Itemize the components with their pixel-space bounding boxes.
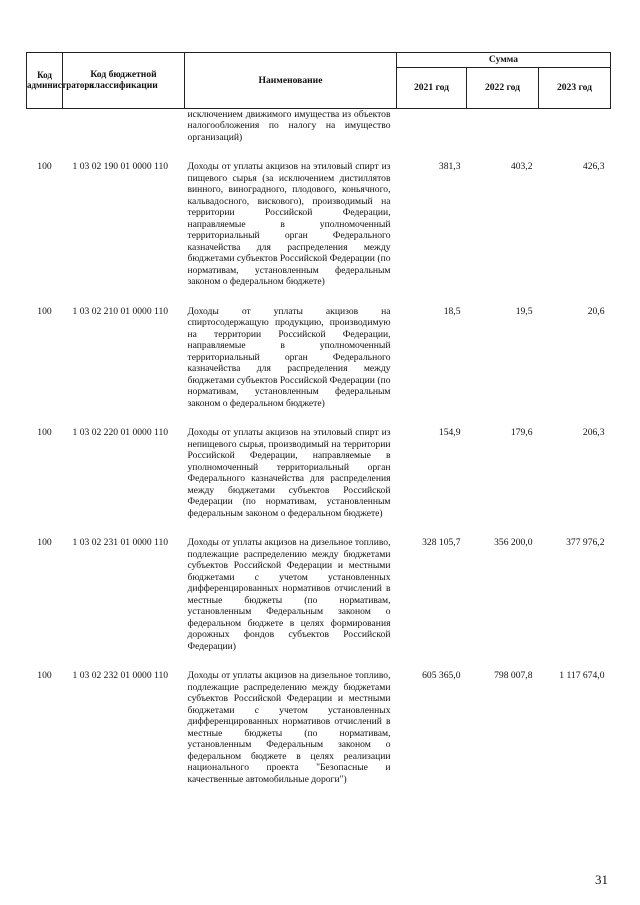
table-row bbox=[27, 288, 611, 410]
amount-2021: 154,9 bbox=[438, 427, 461, 438]
income-name: Доходы от уплаты акцизов на этиловый спирт из пищевого сырья (за исключением дистиллятов винного, виноградного, плодового, коньячного, кальвадосного, вискового), производимый на территории Российской Федерации, направляемые в уполномоченный территориальный орган Федерального казначейства для распределения между бюджетами субъектов Российской Федерации (по нормативам, установленным федеральным законом о федеральном бюджете) bbox=[187, 161, 391, 287]
amount-2023: 20,6 bbox=[587, 305, 605, 317]
table-row bbox=[27, 519, 611, 652]
admin-code: 100 bbox=[37, 161, 52, 172]
page-number: 31 bbox=[595, 872, 608, 887]
kbk-code: 1 03 02 232 01 0000 110 bbox=[72, 670, 169, 681]
amount-2022: 798 007,8 bbox=[494, 670, 533, 681]
table-row bbox=[27, 652, 611, 785]
header-year-2021: 2021 год bbox=[397, 67, 467, 108]
table-header bbox=[27, 53, 611, 109]
amount-2021: 18,5 bbox=[443, 305, 461, 317]
admin-code: 100 bbox=[37, 670, 52, 681]
continuation-text: исключением движимого имущества из объектов налогообложения по налогу на имущество организаций) bbox=[187, 108, 391, 143]
header-name: Наименование bbox=[185, 53, 397, 109]
amount-2021: 381,3 bbox=[438, 161, 461, 172]
amount-2022: 403,2 bbox=[510, 161, 533, 172]
kbk-code: 1 03 02 190 01 0000 110 bbox=[72, 161, 169, 172]
income-name: Доходы от уплаты акцизов на дизельное топливо, подлежащие распределению между бюджетами субъектов Российской Федерации и местными бюджетами с учетом установленных дифференцированных нормативов отчислений в местные бюджеты (по нормативам, установленным Федеральным законом о федеральном бюджете в целях формирования дорожных фондов субъектов Российской Федерации) bbox=[187, 537, 391, 652]
header-year-2023: 2023 год bbox=[539, 67, 611, 108]
header-sum: Сумма bbox=[397, 53, 611, 68]
amount-2022: 19,5 bbox=[515, 305, 533, 317]
income-name: Доходы от уплаты акцизов на дизельное топливо, подлежащие распределению между бюджетами субъектов Российской Федерации и местными бюджетами с учетом установленных дифференцированных нормативов отчислений в местные бюджеты (по нормативам, установленным Федеральным законом о федеральном бюджете в целях реализации национального проекта "Безопасные и качественные автомобильные дороги") bbox=[187, 670, 391, 785]
amount-2022: 356 200,0 bbox=[494, 537, 533, 548]
income-name: Доходы от уплаты акцизов на этиловый спирт из непищевого сырья, производимый на территории Российской Федерации, направляемые в уполномоченный территориальный орган Федерального казначейства для распределения между бюджетами субъектов Российской Федерации (по нормативам, установленным федеральным законом о федеральном бюджете) bbox=[187, 427, 391, 519]
header-kbk: Код бюджетной классификации bbox=[63, 53, 185, 109]
income-name: Доходы от уплаты акцизов на спиртосодержащую продукцию, производимую на территории Российской Федерации, направляемые в уполномоченный территориальный орган Федерального казначейства для распределения между бюджетами субъектов Российской Федерации (по нормативам, установленным федеральным законом о федеральном бюджете) bbox=[187, 305, 391, 409]
table-row bbox=[27, 409, 611, 519]
amount-2022: 179,6 bbox=[510, 427, 533, 438]
amount-2021: 605 365,0 bbox=[422, 670, 461, 681]
amount-2021: 328 105,7 bbox=[422, 537, 461, 548]
amount-2023: 206,3 bbox=[582, 427, 605, 438]
admin-code: 100 bbox=[37, 305, 52, 317]
header-admin-code: Код администратора bbox=[27, 53, 63, 109]
amount-2023: 377 976,2 bbox=[566, 537, 605, 548]
table-row bbox=[27, 143, 611, 288]
admin-code: 100 bbox=[37, 427, 52, 438]
amount-2023: 426,3 bbox=[582, 161, 605, 172]
amount-2023: 1 117 674,0 bbox=[559, 670, 605, 681]
kbk-code: 1 03 02 220 01 0000 110 bbox=[72, 427, 169, 438]
table-row-continuation bbox=[27, 108, 611, 143]
kbk-code: 1 03 02 210 01 0000 110 bbox=[72, 305, 169, 317]
header-year-2022: 2022 год bbox=[467, 67, 539, 108]
budget-table bbox=[26, 52, 611, 785]
kbk-code: 1 03 02 231 01 0000 110 bbox=[72, 537, 169, 548]
admin-code: 100 bbox=[37, 537, 52, 548]
